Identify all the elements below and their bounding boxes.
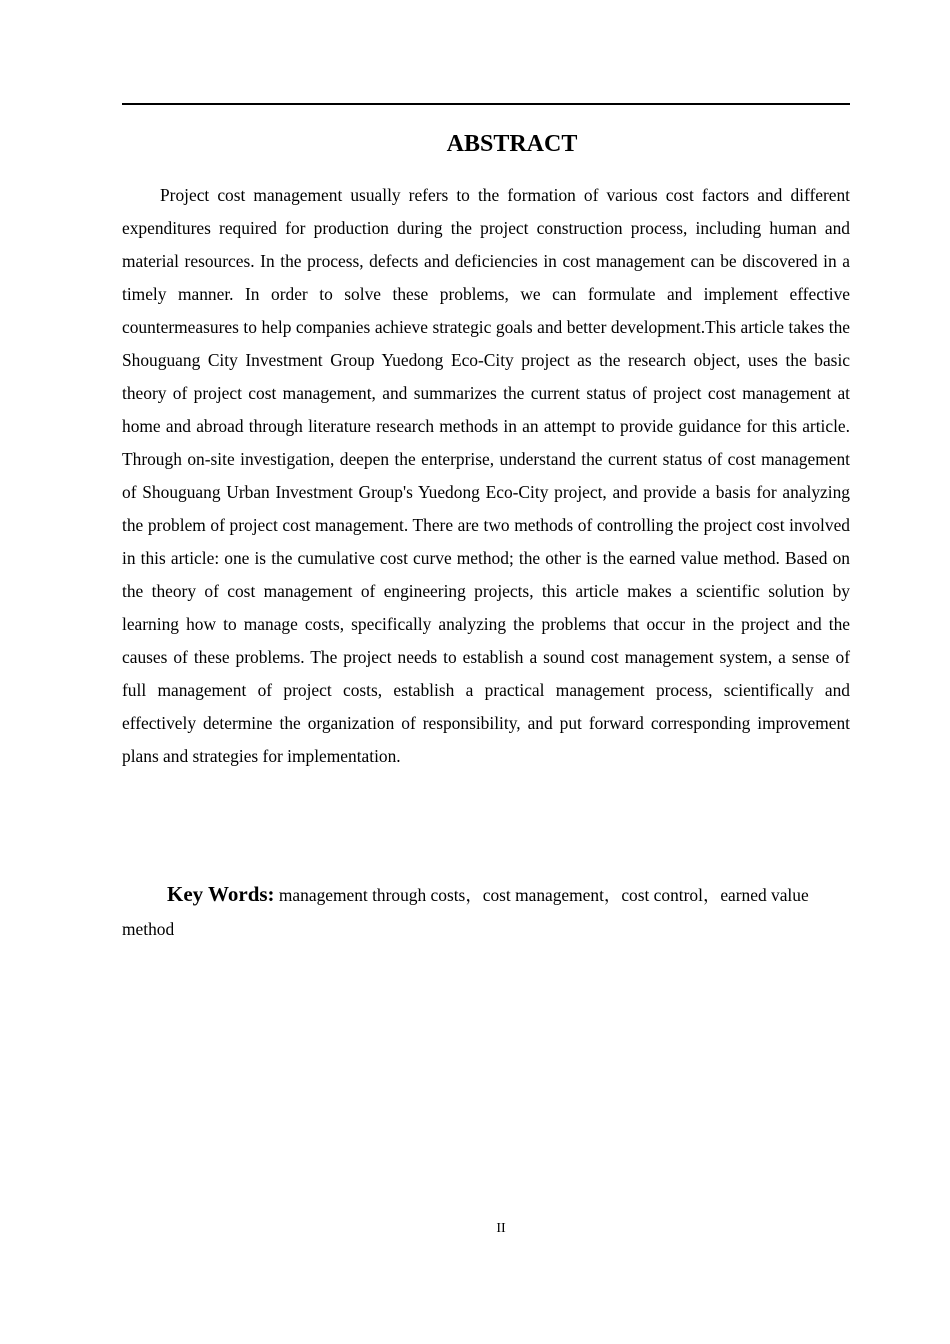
keywords-text: management through costs，cost management，cost control，earned value method xyxy=(122,885,809,939)
page-number: II xyxy=(496,1221,506,1236)
abstract-body: Project cost management usually refers to the formation of various cost factors and different expenditures required for production during the project construction process, including human and material resources. In the process, defects and deficiencies in cost management can be discovered in a timely manner. In order to solve these problems, we can formulate and implement effective countermeasures to help companies achieve strategic goals and better development.This article takes the Shouguang City Investment Group Yuedong Eco-City project as the research object, uses the basic theory of project cost management, and summarizes the current status of project cost management at home and abroad through literature research methods in an attempt to provide guidance for this article. Through on-site investigation, deepen the enterprise, understand the current status of cost management of Shouguang Urban Investment Group's Yuedong Eco-City project, and provide a basis for analyzing the problem of project cost management. There are two methods of controlling the project cost involved in this article: one is the cumulative cost curve method; the other is the earned value method. Based on the theory of cost management of engineering projects, this article makes a scientific solution by learning how to manage costs, specifically analyzing the problems that occur in the project and the causes of these problems. The project needs to establish a sound cost management system, a sense of full management of project costs, establish a practical management process, scientifically and effectively determine the organization of responsibility, and put forward corresponding improvement plans and strategies for implementation. xyxy=(122,185,850,766)
abstract-title: ABSTRACT xyxy=(446,131,578,157)
keywords-paragraph xyxy=(122,877,850,946)
header-rule xyxy=(122,103,850,105)
keywords-label: Key Words: xyxy=(167,882,275,906)
